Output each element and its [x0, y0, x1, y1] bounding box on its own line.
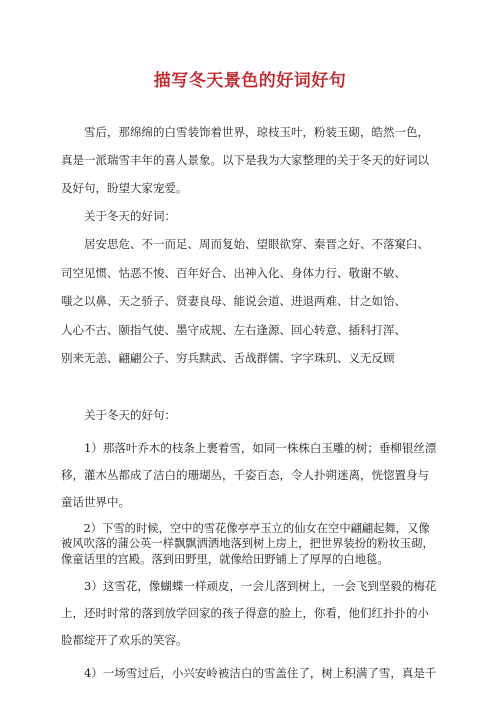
words-list [61, 230, 439, 373]
section-spacer [61, 373, 439, 401]
words-heading: 关于冬天的好词： [84, 209, 176, 223]
article-body [61, 118, 439, 687]
words-line: 居安思危、不一而足、周而复始、望眼欲穿、秦晋之好、不落窠臼、 [84, 237, 429, 251]
sentence-item: 4）一场雪过后，小兴安岭被洁白的雪盖住了，树上积满了雪，真是千 [84, 666, 437, 681]
words-line: 司空见惯、怙恶不悛、百年好合、出神入化、身体力行、敬谢不敏、 [61, 265, 406, 280]
words-line: 人心不古、颐指气使、墨守成规、左右逢源、回心转意、插科打浑、 [61, 322, 406, 337]
sentences-heading: 关于冬天的好句： [84, 407, 176, 422]
intro-paragraph: 雪后，那绵绵的白雪装饰着世界，琼枝玉叶，粉装玉砌，皓然一色，真是一派瑞雪丰年的喜人景象。以下是我为大家整理的关于冬天的好词以及好句，盼望大家宠爱。 [61, 125, 429, 195]
sentence-item: 3）这雪花，像蝴蝶一样顽皮，一会儿落到树上，一会飞到坚毅的梅花上，还时时常的落到放学回家的孩子得意的脸上，你看，他们红扑扑的小脸都绽开了欢乐的笑容。 [61, 579, 437, 648]
page-title: 描写冬天景色的好词好句 [153, 71, 347, 91]
words-line: 别来无恙、翩翩公子、穷兵黩武、舌战群儒、字字珠玑、义无反顾 [61, 351, 395, 366]
sentence-item: 2）下雪的时候，空中的雪花像亭亭玉立的仙女在空中翩翩起舞，又像被风吹落的蒲公英一样飘飘洒洒地落到树上房上，把世界装扮的粉妆玉砌，像童话里的宫殿。落到田野里，就像给田野铺上了厚厚的白地毯。 [61, 521, 434, 566]
sentence-item: 1）那落叶乔木的枝条上裹着雪，如同一株株白玉雕的树；垂柳银丝漂移，灌木丛都成了洁白的珊瑚丛，千姿百态，令人扑朔迷离，恍惚置身与童话世界中。 [61, 440, 437, 509]
words-line: 嗤之以鼻、天之骄子、贤妻良母、能说会道、进退两难、甘之如饴、 [61, 294, 406, 309]
